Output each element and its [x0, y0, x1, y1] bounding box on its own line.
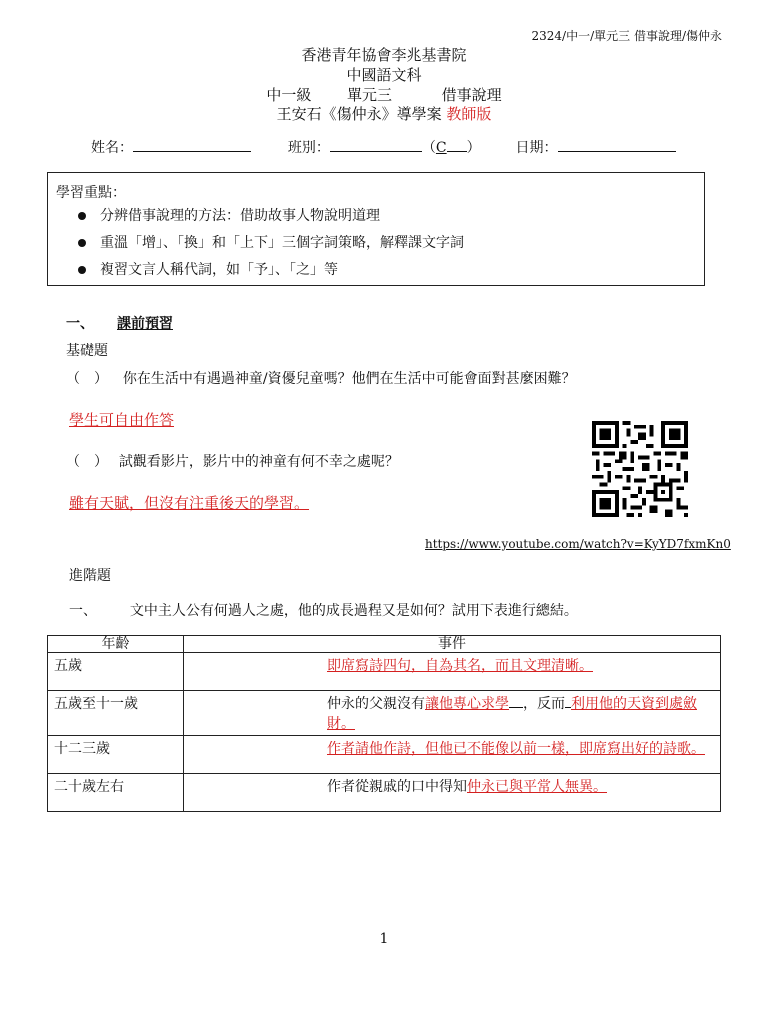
advanced-question [69, 600, 578, 620]
question-1 [66, 368, 576, 388]
table-row [48, 736, 721, 774]
qr-code-image [590, 421, 690, 517]
worksheet-title: 王安石《傷仲永》導學案 [276, 105, 442, 123]
age-cell: 五歲至十一歲 [48, 691, 184, 736]
class-prefix: C [435, 140, 447, 156]
name-label: 姓名： [91, 140, 133, 156]
level-label: 中一級 [266, 86, 312, 104]
event-cell: 仲永的父親沒有讓他專心求學 ，反而 利用他的天資到處斂財。 [184, 691, 721, 736]
advanced-question-number: 一、 [69, 603, 97, 619]
section-number: 一、 [66, 316, 94, 332]
class-label: 班別： [287, 140, 330, 156]
school-name: 香港青年協會李兆基書院 [301, 46, 467, 64]
bullet-icon [78, 239, 86, 247]
worksheet-title-line [0, 103, 768, 124]
question-1-text: 你在生活中有遇過神童/資優兒童嗎？他們在生活中可能會面對甚麼困難？ [122, 371, 576, 387]
column-header-age: 年齡 [48, 636, 184, 653]
class-number-field[interactable] [447, 137, 467, 152]
bullet-icon [78, 212, 86, 220]
learning-focus-box [47, 172, 705, 286]
table-row [48, 653, 721, 691]
table-header-row [48, 636, 721, 653]
date-label: 日期： [515, 140, 558, 156]
class-field[interactable] [330, 137, 422, 152]
bullet-icon [78, 266, 86, 274]
class-paren-close: ） [466, 140, 481, 156]
video-link[interactable]: https://www.youtube.com/watch?v=KyYD7fxmKn0 [425, 537, 731, 551]
name-field[interactable] [133, 137, 251, 152]
focus-item: 複習文言人稱代詞，如「予」、「之」等 [78, 261, 464, 288]
answer-2: 雖有天賦，但沒有注重後天的學習。 [69, 494, 310, 512]
unit-line [0, 84, 768, 105]
growth-summary-table [47, 635, 721, 812]
date-field[interactable] [558, 137, 676, 152]
advanced-question-text: 文中主人公有何過人之處，他的成長過程又是如何？試用下表進行總結。 [129, 603, 578, 619]
focus-item: 分辨借事說理的方法：借助故事人物說明道理 [78, 207, 464, 234]
table-row [48, 691, 721, 736]
question-2-text: 試觀看影片，影片中的神童有何不幸之處呢？ [118, 454, 399, 470]
question-2 [66, 451, 399, 471]
table-row [48, 774, 721, 812]
age-cell: 二十歲左右 [48, 774, 184, 812]
unit-topic: 借事說理 [441, 86, 502, 104]
advanced-questions-label: 進階題 [69, 568, 111, 584]
student-info-line [91, 137, 676, 157]
section-heading: 課前預習 [117, 316, 173, 332]
class-paren-open: （ [421, 140, 436, 156]
answer-bracket: （ ） [66, 371, 108, 387]
learning-focus-list [78, 207, 464, 288]
learning-focus-title: 學習重點： [56, 185, 126, 201]
unit-label: 單元三 [346, 86, 392, 104]
page-number: 1 [379, 931, 389, 947]
teacher-version-label: 教師版 [446, 105, 492, 123]
event-cell: 作者請他作詩，但他已不能像以前一樣，即席寫出好的詩歌。 [184, 736, 721, 774]
age-cell: 五歲 [48, 653, 184, 691]
subject-name: 中國語文科 [346, 66, 422, 84]
event-cell: 即席寫詩四句，自為其名，而且文理清晰。 [184, 653, 721, 691]
event-cell: 作者從親戚的口中得知仲永已與平常人無異。 [184, 774, 721, 812]
age-cell: 十二三歲 [48, 736, 184, 774]
answer-bracket: （ ） [66, 454, 108, 470]
column-header-event: 事件 [184, 636, 721, 653]
focus-item: 重溫「增」、「換」和「上下」三個字詞策略，解釋課文字詞 [78, 234, 464, 261]
header-reference: 2324/中一/單元三 借事說理/傷仲永 [531, 29, 722, 43]
basic-questions-label: 基礎題 [66, 343, 108, 359]
answer-1: 學生可自由作答 [69, 411, 175, 429]
